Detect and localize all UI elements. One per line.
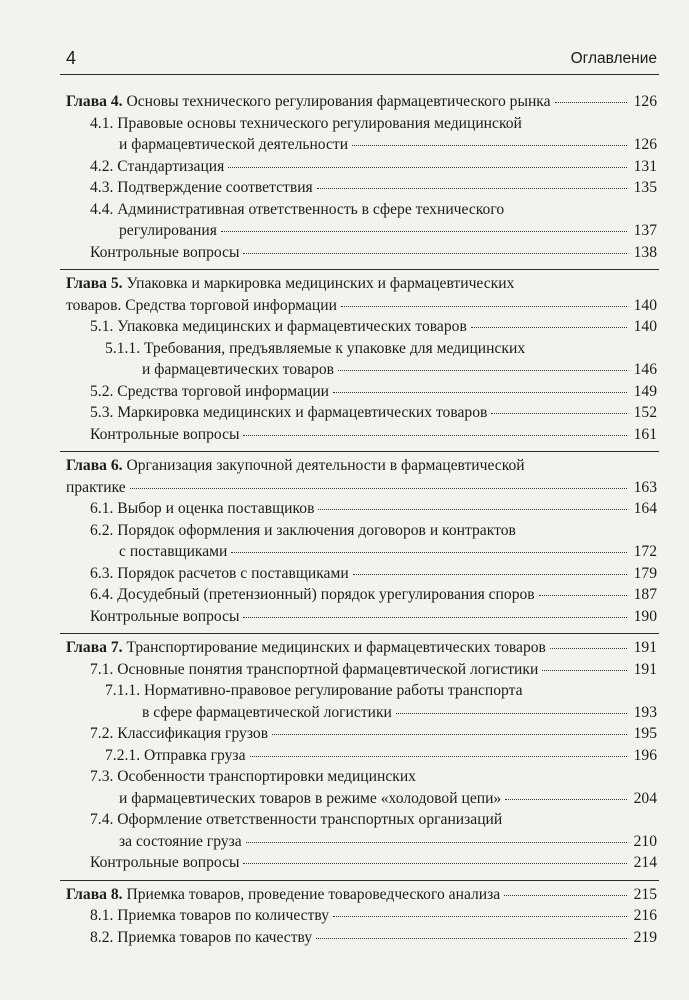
- entry-line: [60, 584, 659, 606]
- entry-text: [90, 156, 224, 178]
- page-ref: 179: [633, 564, 657, 582]
- section-entry[interactable]: [60, 584, 659, 606]
- dot-leader: [341, 306, 627, 307]
- entry-title: Контрольные вопросы: [90, 425, 240, 443]
- entry-title: товаров. Средства торговой информации: [66, 296, 337, 314]
- entry-line: [60, 177, 659, 199]
- entry-text: [66, 477, 126, 499]
- entry-title: и фармацевтической деятельности: [119, 136, 349, 153]
- dot-leader: [338, 370, 627, 371]
- entry-title: Упаковка и маркировка медицинских и фармацевтических: [126, 275, 515, 292]
- entry-text: [66, 884, 500, 906]
- dot-leader: [504, 895, 627, 896]
- entry-line: [60, 723, 659, 745]
- entry-line: [60, 424, 659, 446]
- entry-text: [90, 563, 349, 585]
- dot-leader: [353, 574, 627, 575]
- entry-line: [60, 905, 659, 927]
- page-ref: 135: [633, 179, 657, 196]
- entry-text: [119, 788, 501, 810]
- entry-line: [60, 273, 659, 295]
- dot-leader: [243, 863, 627, 864]
- entry-line: [60, 338, 659, 360]
- entry-title: 5.2. Средства торговой информации: [90, 382, 330, 400]
- entry-line: [60, 477, 659, 499]
- entry-title: 6.1. Выбор и оценка поставщиков: [90, 500, 315, 517]
- dot-leader: [333, 916, 627, 917]
- entry-line: [60, 316, 659, 338]
- entry-line: [60, 766, 659, 788]
- dot-leader: [272, 734, 627, 735]
- page-ref: 152: [633, 404, 657, 421]
- entry-line: [60, 295, 659, 317]
- entry-text: [90, 424, 239, 446]
- entry-text: [119, 134, 348, 156]
- dot-leader: [231, 552, 627, 553]
- dot-leader: [471, 327, 627, 328]
- entry-line: [60, 242, 659, 264]
- dot-leader: [318, 509, 627, 510]
- entry-text: [142, 702, 392, 724]
- dot-leader: [221, 231, 627, 232]
- entry-line: [60, 199, 659, 221]
- entry-title: Приемка товаров, проведение товароведческого анализа: [126, 885, 501, 903]
- dot-leader: [250, 756, 627, 757]
- chapter-label: Глава 6.: [66, 457, 123, 474]
- page-ref: 214: [633, 854, 657, 871]
- entry-text: [90, 316, 467, 338]
- dot-leader: [317, 188, 627, 189]
- dot-leader: [243, 435, 627, 436]
- page-ref: 216: [633, 907, 657, 924]
- entry-title: 4.1. Правовые основы технического регулирования медицинской: [90, 114, 522, 132]
- entry-line: [60, 91, 659, 113]
- entry-text: [119, 831, 242, 853]
- entry-line: [60, 220, 659, 242]
- chapter-entry[interactable]: [60, 455, 659, 498]
- entry-text: [90, 927, 312, 949]
- running-head: [60, 44, 659, 75]
- entry-title: 7.3. Особенности транспортировки медицинских: [90, 768, 416, 785]
- chapter-label: Глава 7.: [66, 639, 123, 656]
- page-ref: 195: [633, 725, 657, 742]
- section-entry[interactable]: [60, 766, 659, 809]
- entry-title: Контрольные вопросы: [90, 854, 240, 871]
- entry-line: [60, 113, 659, 135]
- entry-text: [105, 745, 246, 767]
- dot-leader: [352, 145, 627, 146]
- chapter-label: Глава 8.: [66, 885, 123, 903]
- chapter-entry[interactable]: [60, 637, 659, 659]
- entry-line: [60, 606, 659, 628]
- section-entry[interactable]: [60, 177, 659, 199]
- entry-text: [90, 520, 516, 542]
- page-ref: 219: [633, 928, 657, 946]
- entry-title: 6.3. Порядок расчетов с поставщиками: [90, 564, 349, 582]
- chapter-block: [60, 634, 659, 881]
- entry-line: [60, 745, 659, 767]
- dot-leader: [228, 167, 627, 168]
- table-of-contents: [60, 88, 659, 954]
- entry-line: [60, 659, 659, 681]
- entry-title: 6.2. Порядок оформления и заключения договоров и контрактов: [90, 521, 516, 539]
- entry-line: [60, 831, 659, 853]
- entry-title: 7.2. Классификация грузов: [90, 725, 269, 742]
- section-entry[interactable]: [60, 905, 659, 927]
- entry-title: практике: [66, 478, 126, 496]
- section-entry[interactable]: [60, 242, 659, 264]
- section-entry[interactable]: [60, 381, 659, 403]
- dot-leader: [539, 595, 627, 596]
- page-ref: 149: [633, 382, 657, 400]
- entry-text: [66, 91, 551, 113]
- page-ref: 140: [633, 318, 657, 335]
- section-entry[interactable]: [60, 113, 659, 156]
- entry-text: [90, 659, 538, 681]
- page-ref: 204: [633, 789, 657, 807]
- page-ref: 215: [633, 885, 657, 903]
- entry-text: [119, 541, 227, 563]
- entry-text: [90, 242, 239, 264]
- dot-leader: [491, 413, 627, 414]
- section-entry[interactable]: [60, 338, 659, 381]
- section-entry[interactable]: [60, 424, 659, 446]
- entry-title: Основы технического регулирования фармацевтического рынка: [126, 93, 551, 110]
- dot-leader: [246, 842, 627, 843]
- entry-title: 7.2.1. Отправка груза: [105, 746, 246, 764]
- entry-text: [66, 295, 337, 317]
- dot-leader: [243, 617, 627, 618]
- page-ref: 137: [633, 222, 657, 239]
- entry-text: [90, 723, 268, 745]
- entry-title: 5.1. Упаковка медицинских и фармацевтических товаров: [90, 318, 467, 335]
- entry-line: [60, 637, 659, 659]
- entry-title: Организация закупочной деятельности в фармацевтической: [126, 457, 525, 474]
- section-entry[interactable]: [60, 809, 659, 852]
- entry-title: с поставщиками: [119, 543, 228, 560]
- page-ref: 126: [633, 93, 657, 110]
- entry-line: [60, 563, 659, 585]
- entry-title: 7.1.1. Нормативно-правовое регулирование работы транспорта: [105, 682, 523, 699]
- section-entry[interactable]: [60, 606, 659, 628]
- entry-title: и фармацевтических товаров в режиме «холодовой цепи»: [119, 789, 502, 807]
- entry-text: [66, 455, 525, 477]
- entry-line: [60, 852, 659, 874]
- section-entry[interactable]: [60, 723, 659, 745]
- page-ref: 191: [633, 660, 657, 678]
- chapter-block: [60, 452, 659, 634]
- entry-line: [60, 520, 659, 542]
- entry-line: [60, 402, 659, 424]
- entry-line: [60, 927, 659, 949]
- entry-line: [60, 134, 659, 156]
- entry-title: регулирования: [119, 222, 217, 239]
- chapter-entry[interactable]: [60, 273, 659, 316]
- dot-leader: [550, 648, 627, 649]
- entry-text: [90, 199, 504, 221]
- entry-text: [90, 766, 416, 788]
- entry-title: и фармацевтических товаров: [142, 361, 335, 378]
- entry-line: [60, 884, 659, 906]
- entry-title: в сфере фармацевтической логистики: [142, 703, 392, 721]
- dot-leader: [130, 488, 627, 489]
- page-ref: 163: [633, 478, 657, 496]
- dot-leader: [542, 670, 627, 671]
- chapter-entry[interactable]: [60, 884, 659, 906]
- dot-leader: [243, 253, 627, 254]
- chapter-entry[interactable]: [60, 91, 659, 113]
- chapter-block: [60, 88, 659, 270]
- entry-line: [60, 680, 659, 702]
- section-entry[interactable]: [60, 199, 659, 242]
- entry-text: [105, 338, 525, 360]
- section-entry[interactable]: [60, 520, 659, 563]
- entry-text: [142, 359, 334, 381]
- entry-text: [90, 498, 314, 520]
- entry-line: [60, 381, 659, 403]
- entry-line: [60, 156, 659, 178]
- dot-leader: [555, 102, 627, 103]
- entry-title: Транспортирование медицинских и фармацевтических товаров: [126, 639, 546, 656]
- entry-line: [60, 498, 659, 520]
- entry-text: [90, 381, 329, 403]
- entry-title: 4.2. Стандартизация: [90, 157, 225, 175]
- entry-text: [90, 402, 487, 424]
- entry-text: [66, 273, 514, 295]
- entry-line: [60, 702, 659, 724]
- section-entry[interactable]: [60, 402, 659, 424]
- entry-title: Контрольные вопросы: [90, 243, 240, 261]
- chapter-label: Глава 4.: [66, 93, 123, 110]
- section-entry[interactable]: [60, 659, 659, 681]
- page-ref: 196: [633, 746, 657, 764]
- chapter-label: Глава 5.: [66, 275, 123, 292]
- entry-title: 5.1.1. Требования, предъявляемые к упаковке для медицинских: [105, 339, 526, 357]
- page-ref: 191: [633, 639, 657, 656]
- section-entry[interactable]: [60, 156, 659, 178]
- entry-text: [66, 637, 546, 659]
- entry-title: Контрольные вопросы: [90, 607, 240, 625]
- page-number: 4: [66, 48, 77, 68]
- entry-line: [60, 359, 659, 381]
- entry-title: за состояние груза: [119, 832, 242, 850]
- page-ref: 138: [633, 243, 657, 261]
- entry-title: 7.4. Оформление ответственности транспортных организаций: [90, 811, 503, 828]
- entry-text: [90, 177, 313, 199]
- chapter-block: [60, 270, 659, 452]
- page-ref: 193: [633, 703, 657, 721]
- page-ref: 131: [633, 157, 657, 175]
- entry-title: 4.4. Административная ответственность в сфере технического: [90, 200, 505, 218]
- page-ref: 164: [633, 500, 657, 517]
- entry-title: 8.2. Приемка товаров по качеству: [90, 928, 313, 946]
- entry-text: [105, 680, 523, 702]
- entry-title: 6.4. Досудебный (претензионный) порядок урегулирования споров: [90, 586, 535, 603]
- section-entry[interactable]: [60, 927, 659, 949]
- entry-text: [90, 852, 239, 874]
- page-ref: 140: [633, 296, 657, 314]
- page-ref: 172: [633, 543, 657, 560]
- section-entry[interactable]: [60, 563, 659, 585]
- entry-title: 5.3. Маркировка медицинских и фармацевтических товаров: [90, 404, 488, 421]
- entry-text: [119, 220, 217, 242]
- page-ref: 161: [633, 425, 657, 443]
- section-entry[interactable]: [60, 498, 659, 520]
- section-title: Оглавление: [570, 50, 657, 67]
- page-ref: 210: [633, 832, 657, 850]
- page-ref: 187: [633, 586, 657, 603]
- dot-leader: [333, 392, 627, 393]
- entry-title: 4.3. Подтверждение соответствия: [90, 179, 313, 196]
- page-ref: 146: [633, 361, 657, 378]
- section-entry[interactable]: [60, 316, 659, 338]
- page-ref: 190: [633, 607, 657, 625]
- entry-line: [60, 541, 659, 563]
- chapter-block: [60, 881, 659, 955]
- entry-line: [60, 788, 659, 810]
- entry-text: [90, 606, 239, 628]
- section-entry[interactable]: [60, 680, 659, 723]
- entry-line: [60, 455, 659, 477]
- entry-text: [90, 905, 329, 927]
- section-entry[interactable]: [60, 852, 659, 874]
- entry-text: [90, 584, 535, 606]
- entry-line: [60, 809, 659, 831]
- entry-text: [90, 113, 522, 135]
- dot-leader: [396, 713, 627, 714]
- entry-text: [90, 809, 502, 831]
- page-ref: 126: [633, 136, 657, 153]
- dot-leader: [316, 938, 627, 939]
- entry-title: 7.1. Основные понятия транспортной фармацевтической логистики: [90, 660, 539, 678]
- entry-title: 8.1. Приемка товаров по количеству: [90, 907, 330, 924]
- section-entry[interactable]: [60, 745, 659, 767]
- dot-leader: [505, 799, 627, 800]
